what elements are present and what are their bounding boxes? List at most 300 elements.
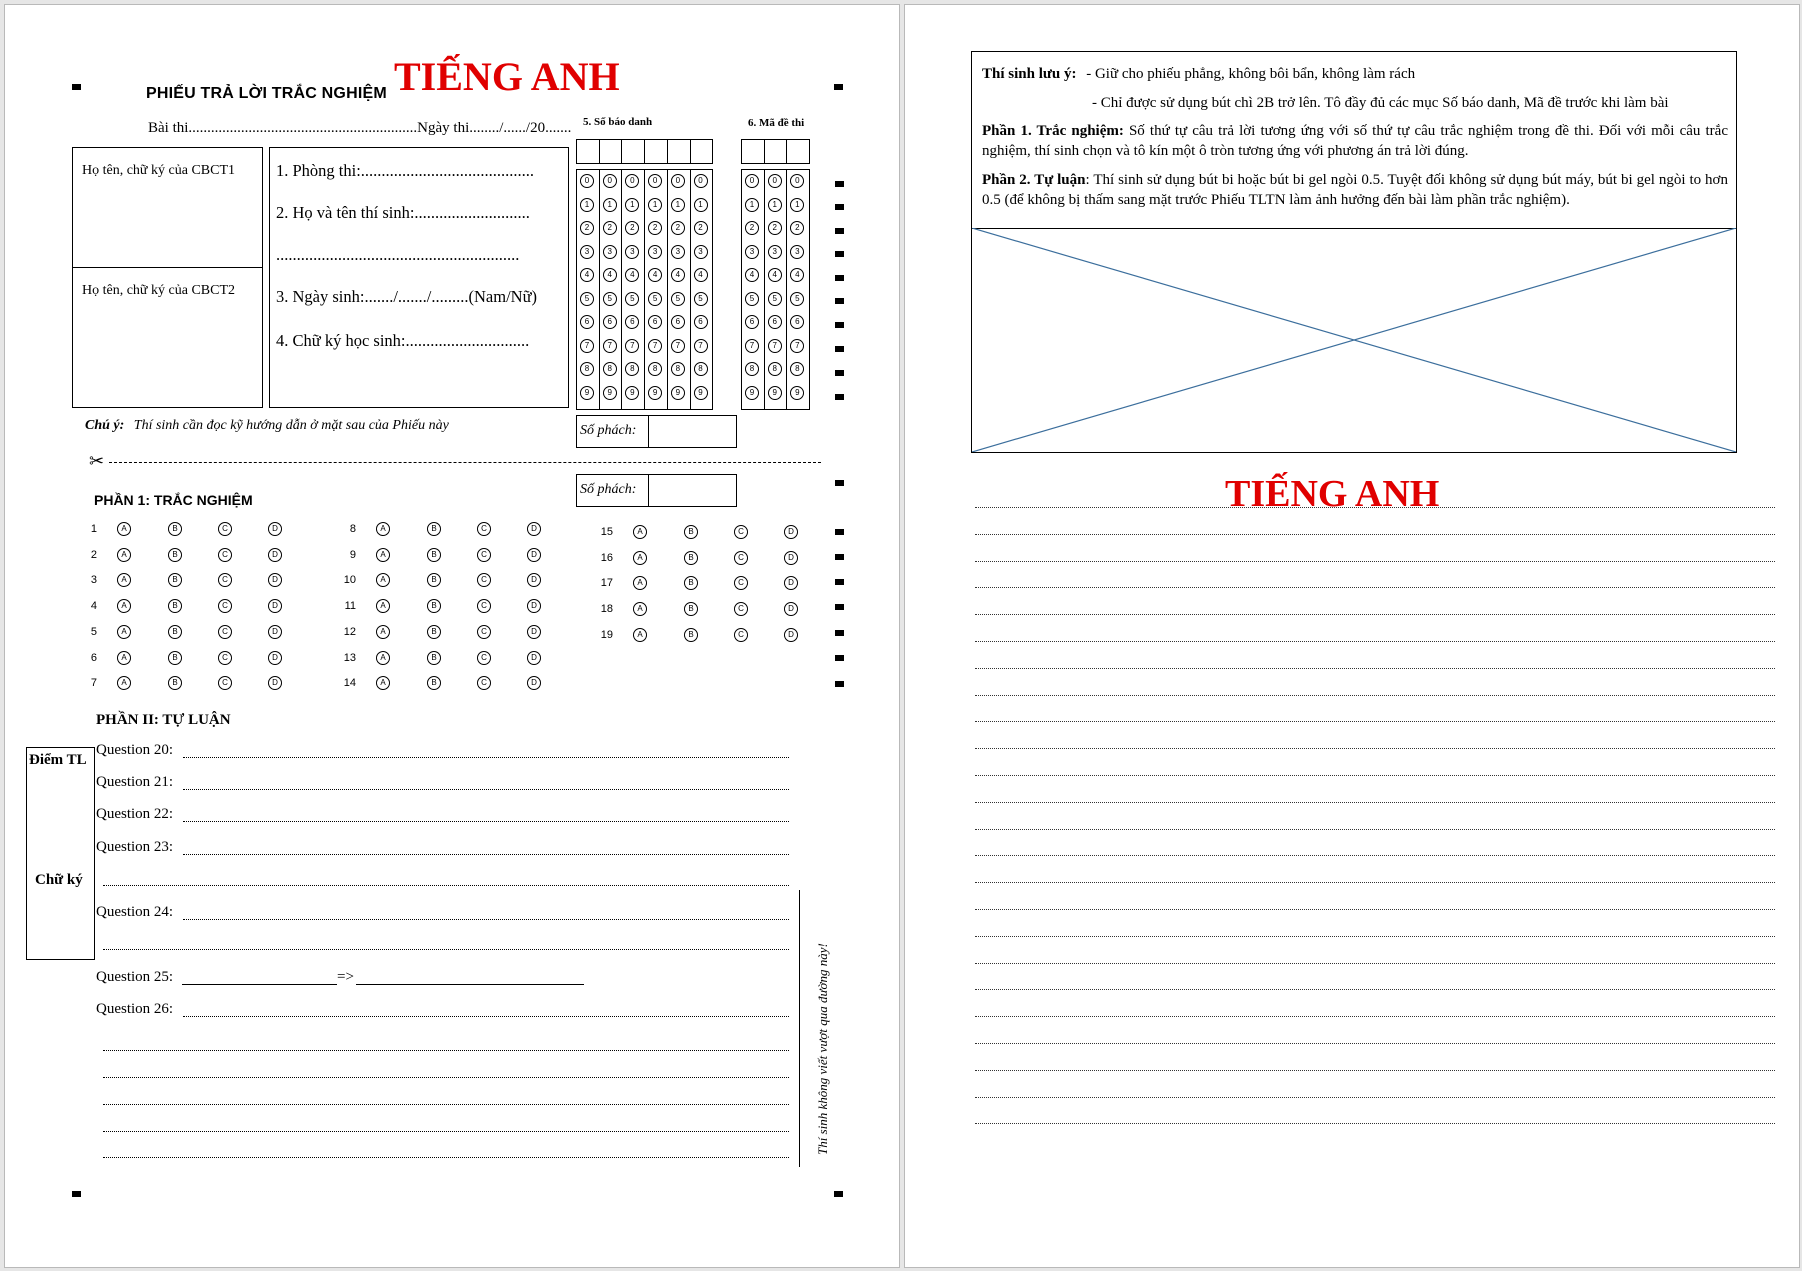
digit-bubble[interactable]: 4: [768, 268, 782, 282]
answer-bubble[interactable]: B: [427, 548, 441, 562]
answer-bubble[interactable]: A: [117, 522, 131, 536]
answer-bubble[interactable]: D: [784, 628, 798, 642]
digit-bubble[interactable]: 8: [671, 362, 685, 376]
digit-bubble[interactable]: 5: [603, 292, 617, 306]
grid-divider: [644, 139, 645, 164]
answer-bubble[interactable]: C: [734, 628, 748, 642]
digit-bubble[interactable]: 0: [625, 174, 639, 188]
digit-bubble[interactable]: 3: [694, 245, 708, 259]
digit-bubble[interactable]: 1: [768, 198, 782, 212]
digit-bubble[interactable]: 5: [580, 292, 594, 306]
writing-line[interactable]: [975, 1070, 1775, 1071]
writing-line[interactable]: [975, 1123, 1775, 1124]
answer-bubble[interactable]: D: [268, 522, 282, 536]
digit-bubble[interactable]: 6: [648, 315, 662, 329]
grid-divider: [764, 139, 765, 164]
exam-room-field[interactable]: 1. Phòng thi:..........................................: [276, 161, 535, 180]
answer-bubble[interactable]: D: [268, 573, 282, 587]
arrow-label: =>: [337, 969, 354, 985]
timing-mark: [835, 298, 844, 304]
digit-bubble[interactable]: 4: [603, 268, 617, 282]
writing-line[interactable]: [975, 641, 1775, 642]
answer-bubble[interactable]: B: [684, 628, 698, 642]
subject-title-back: TIẾNG ANH: [1225, 473, 1440, 515]
question-number: 6: [90, 651, 97, 664]
answer-bubble[interactable]: D: [527, 522, 541, 536]
digit-bubble[interactable]: 3: [603, 245, 617, 259]
question-number: 10: [343, 574, 356, 587]
student-name-field-cont[interactable]: ...........................................................: [276, 245, 520, 264]
digit-bubble[interactable]: 9: [603, 386, 617, 400]
score-label: Điểm TL: [29, 752, 87, 768]
grid-divider: [786, 169, 787, 410]
instructions-box: [971, 51, 1737, 453]
answer-line[interactable]: [103, 1050, 789, 1051]
digit-bubble[interactable]: 0: [648, 174, 662, 188]
timing-mark: [835, 181, 844, 187]
question-label: Question 26:: [96, 1001, 174, 1017]
digit-bubble[interactable]: 5: [648, 292, 662, 306]
answer-bubble[interactable]: D: [527, 599, 541, 613]
digit-bubble[interactable]: 1: [671, 198, 685, 212]
grid-divider: [690, 139, 691, 164]
digit-bubble[interactable]: 1: [580, 198, 594, 212]
digit-bubble[interactable]: 7: [790, 339, 804, 353]
vertical-warning: Thí sinh không viết vượt qua đường này!: [815, 943, 830, 1155]
sbd-title: 5. Số báo danh: [583, 116, 653, 128]
timing-mark: [835, 681, 844, 687]
answer-line[interactable]: [183, 757, 789, 758]
answer-bubble[interactable]: B: [168, 548, 182, 562]
digit-bubble[interactable]: 6: [580, 315, 594, 329]
answer-bubble[interactable]: A: [117, 625, 131, 639]
writing-line[interactable]: [975, 802, 1775, 803]
writing-line[interactable]: [975, 855, 1775, 856]
digit-bubble[interactable]: 8: [745, 362, 759, 376]
cbct2-label: Họ tên, chữ ký của CBCT2: [82, 283, 236, 298]
writing-line[interactable]: [975, 507, 1775, 508]
answer-line[interactable]: [183, 789, 789, 790]
digit-bubble[interactable]: 0: [745, 174, 759, 188]
digit-bubble[interactable]: 9: [768, 386, 782, 400]
answer-bubble[interactable]: C: [477, 573, 491, 587]
so-phach-label: Số phách:: [580, 423, 637, 438]
digit-bubble[interactable]: 9: [580, 386, 594, 400]
timing-mark: [835, 204, 844, 210]
answer-line[interactable]: [103, 1131, 789, 1132]
answer-line[interactable]: [183, 854, 789, 855]
digit-bubble[interactable]: 2: [625, 221, 639, 235]
grid-divider: [644, 169, 645, 410]
digit-bubble[interactable]: 3: [790, 245, 804, 259]
question-number: 9: [349, 548, 356, 561]
timing-mark: [835, 275, 844, 281]
digit-bubble[interactable]: 5: [694, 292, 708, 306]
answer-bubble[interactable]: B: [427, 676, 441, 690]
answer-bubble[interactable]: C: [218, 548, 232, 562]
digit-bubble[interactable]: 0: [603, 174, 617, 188]
writing-line[interactable]: [975, 668, 1775, 669]
writing-line[interactable]: [975, 534, 1775, 535]
answer-bubble[interactable]: D: [268, 599, 282, 613]
writing-line[interactable]: [975, 587, 1775, 588]
digit-bubble[interactable]: 0: [580, 174, 594, 188]
writing-line[interactable]: [975, 1043, 1775, 1044]
question-label: Question 20:: [96, 742, 174, 758]
question-number: 5: [90, 625, 97, 638]
digit-bubble[interactable]: 4: [625, 268, 639, 282]
writing-line[interactable]: [975, 936, 1775, 937]
timing-mark: [834, 84, 843, 90]
answer-bubble[interactable]: C: [218, 676, 232, 690]
digit-bubble[interactable]: 7: [648, 339, 662, 353]
answer-bubble[interactable]: D: [527, 676, 541, 690]
answer-bubble[interactable]: C: [218, 651, 232, 665]
grid-divider: [764, 169, 765, 410]
subject-title: TIẾNG ANH: [394, 54, 620, 99]
answer-bubble[interactable]: C: [218, 522, 232, 536]
answer-bubble[interactable]: B: [427, 599, 441, 613]
digit-bubble[interactable]: 5: [768, 292, 782, 306]
question-label: Question 25:: [96, 969, 174, 985]
answer-bubble[interactable]: D: [268, 651, 282, 665]
answer-bubble[interactable]: B: [684, 602, 698, 616]
scissors-icon: ✂: [89, 451, 105, 471]
so-phach-label: Số phách:: [580, 482, 637, 497]
timing-mark: [835, 554, 844, 560]
part1-instr-label: Phần 1. Trắc nghiệm:: [982, 123, 1124, 139]
answer-bubble[interactable]: A: [633, 628, 647, 642]
digit-bubble[interactable]: 2: [671, 221, 685, 235]
part2-instr-label: Phần 2. Tự luận: [982, 172, 1086, 188]
answer-bubble[interactable]: C: [477, 625, 491, 639]
answer-bubble[interactable]: A: [376, 522, 390, 536]
answer-bubble[interactable]: A: [633, 551, 647, 565]
digit-bubble[interactable]: 2: [768, 221, 782, 235]
question-number: 13: [343, 651, 356, 664]
answer-bubble[interactable]: C: [218, 599, 232, 613]
answer-bubble[interactable]: A: [376, 625, 390, 639]
digit-bubble[interactable]: 1: [603, 198, 617, 212]
answer-line[interactable]: [103, 949, 789, 950]
question-number: 2: [90, 548, 97, 561]
timing-mark: [834, 1191, 843, 1197]
timing-mark: [835, 322, 844, 328]
answer-bubble[interactable]: B: [168, 599, 182, 613]
digit-bubble[interactable]: 2: [580, 221, 594, 235]
digit-bubble[interactable]: 7: [768, 339, 782, 353]
answer-bubble[interactable]: A: [376, 599, 390, 613]
grid-divider: [599, 139, 600, 164]
answer-line[interactable]: [356, 984, 584, 985]
writing-line[interactable]: [975, 963, 1775, 964]
answer-bubble[interactable]: C: [734, 602, 748, 616]
digit-bubble[interactable]: 8: [790, 362, 804, 376]
digit-bubble[interactable]: 7: [745, 339, 759, 353]
answer-line[interactable]: [103, 1157, 789, 1158]
answer-bubble[interactable]: C: [734, 551, 748, 565]
writing-line[interactable]: [975, 829, 1775, 830]
answer-bubble[interactable]: A: [117, 548, 131, 562]
student-info-box: [269, 147, 569, 408]
digit-bubble[interactable]: 5: [625, 292, 639, 306]
digit-bubble[interactable]: 3: [580, 245, 594, 259]
note-text: Thí sinh cần đọc kỹ hướng dẫn ở mặt sau của Phiếu này: [133, 418, 449, 433]
writing-line[interactable]: [975, 561, 1775, 562]
digit-bubble[interactable]: 4: [745, 268, 759, 282]
grid-divider: [690, 169, 691, 410]
instruction-2: - Chỉ được sử dụng bút chì 2B trở lên. Tô đầy đủ các mục Số báo danh, Mã đề trước khi làm bài: [1092, 95, 1669, 111]
digit-bubble[interactable]: 7: [603, 339, 617, 353]
note-label: Chú ý:: [85, 418, 125, 433]
digit-bubble[interactable]: 9: [790, 386, 804, 400]
answer-bubble[interactable]: B: [168, 676, 182, 690]
answer-bubble[interactable]: A: [633, 525, 647, 539]
digit-bubble[interactable]: 1: [745, 198, 759, 212]
writing-line[interactable]: [975, 695, 1775, 696]
digit-bubble[interactable]: 2: [745, 221, 759, 235]
writing-line[interactable]: [975, 721, 1775, 722]
grid-divider: [667, 139, 668, 164]
answer-bubble[interactable]: C: [477, 548, 491, 562]
digit-bubble[interactable]: 8: [768, 362, 782, 376]
form-title: PHIẾU TRẢ LỜI TRẮC NGHIỆM: [146, 85, 387, 102]
answer-sheet-front: [4, 4, 900, 1268]
answer-bubble[interactable]: D: [784, 576, 798, 590]
answer-bubble[interactable]: A: [117, 676, 131, 690]
digit-bubble[interactable]: 4: [694, 268, 708, 282]
answer-sheet-back: [904, 4, 1800, 1268]
digit-bubble[interactable]: 7: [625, 339, 639, 353]
answer-bubble[interactable]: A: [376, 573, 390, 587]
answer-bubble[interactable]: B: [427, 573, 441, 587]
digit-bubble[interactable]: 3: [625, 245, 639, 259]
part1-instr-text: Số thứ tự câu trả lời tương ứng với số thứ tự câu trắc nghiệm trong đề thi. Đối với mỗi câu trắc nghiệm, thí sinh chọn và tô kín một ô tròn tương ứng với phương án trả lời đúng.: [982, 123, 1728, 159]
grid-divider: [667, 169, 668, 410]
grid-divider: [621, 139, 622, 164]
timing-mark: [835, 630, 844, 636]
digit-bubble[interactable]: 6: [694, 315, 708, 329]
timing-mark: [835, 655, 844, 661]
answer-bubble[interactable]: D: [784, 602, 798, 616]
answer-bubble[interactable]: C: [477, 676, 491, 690]
digit-bubble[interactable]: 7: [580, 339, 594, 353]
answer-line[interactable]: [103, 885, 789, 886]
digit-bubble[interactable]: 8: [648, 362, 662, 376]
question-number: 18: [600, 603, 613, 616]
answer-bubble[interactable]: B: [684, 525, 698, 539]
writing-line[interactable]: [975, 1016, 1775, 1017]
digit-bubble[interactable]: 5: [790, 292, 804, 306]
answer-bubble[interactable]: B: [427, 651, 441, 665]
digit-bubble[interactable]: 3: [745, 245, 759, 259]
question-number: 7: [90, 677, 97, 690]
digit-bubble[interactable]: 6: [603, 315, 617, 329]
digit-bubble[interactable]: 8: [625, 362, 639, 376]
writing-line[interactable]: [975, 989, 1775, 990]
answer-bubble[interactable]: C: [218, 573, 232, 587]
digit-bubble[interactable]: 8: [580, 362, 594, 376]
answer-bubble[interactable]: B: [168, 522, 182, 536]
answer-bubble[interactable]: C: [477, 599, 491, 613]
answer-bubble[interactable]: D: [527, 651, 541, 665]
answer-bubble[interactable]: A: [117, 651, 131, 665]
part2-title: PHẦN II: TỰ LUẬN: [96, 712, 231, 728]
timing-mark: [835, 604, 844, 610]
digit-bubble[interactable]: 6: [790, 315, 804, 329]
answer-bubble[interactable]: D: [268, 676, 282, 690]
digit-entry-row[interactable]: [741, 139, 810, 164]
answer-line[interactable]: [103, 1104, 789, 1105]
digit-bubble[interactable]: 4: [580, 268, 594, 282]
instructions-label: Thí sinh lưu ý:: [982, 66, 1077, 82]
question-number: 12: [343, 625, 356, 638]
answer-line[interactable]: [182, 984, 337, 985]
birthdate-field[interactable]: 3. Ngày sinh:......./......./.........(Nam/Nữ): [276, 287, 538, 306]
timing-mark: [72, 1191, 81, 1197]
instruction-1: - Giữ cho phiếu phẳng, không bôi bẩn, không làm rách: [1086, 66, 1416, 82]
digit-bubble[interactable]: 8: [694, 362, 708, 376]
digit-bubble[interactable]: 1: [694, 198, 708, 212]
so-phach-box-2: [576, 474, 737, 507]
answer-bubble[interactable]: D: [527, 548, 541, 562]
answer-bubble[interactable]: C: [218, 625, 232, 639]
digit-bubble[interactable]: 9: [745, 386, 759, 400]
answer-bubble[interactable]: B: [684, 576, 698, 590]
answer-bubble[interactable]: A: [633, 602, 647, 616]
timing-mark: [835, 346, 844, 352]
answer-bubble[interactable]: A: [376, 676, 390, 690]
answer-bubble[interactable]: D: [268, 548, 282, 562]
digit-bubble[interactable]: 4: [671, 268, 685, 282]
cbct-box: [72, 147, 263, 408]
grid-divider: [621, 169, 622, 410]
answer-bubble[interactable]: B: [168, 625, 182, 639]
answer-bubble[interactable]: A: [117, 599, 131, 613]
digit-bubble[interactable]: 3: [671, 245, 685, 259]
answer-bubble[interactable]: B: [684, 551, 698, 565]
digit-bubble[interactable]: 5: [745, 292, 759, 306]
digit-bubble[interactable]: 6: [625, 315, 639, 329]
question-number: 11: [344, 600, 356, 613]
answer-line[interactable]: [103, 1077, 789, 1078]
answer-line[interactable]: [183, 919, 789, 920]
digit-bubble[interactable]: 1: [648, 198, 662, 212]
answer-bubble[interactable]: D: [784, 525, 798, 539]
student-name-field[interactable]: 2. Họ và tên thí sinh:............................: [276, 203, 530, 222]
answer-bubble[interactable]: B: [427, 625, 441, 639]
question-label: Question 23:: [96, 839, 174, 855]
digit-bubble[interactable]: 9: [625, 386, 639, 400]
digit-bubble[interactable]: 0: [790, 174, 804, 188]
writing-line[interactable]: [975, 748, 1775, 749]
question-number: 14: [343, 677, 356, 690]
question-number: 19: [600, 628, 613, 641]
digit-bubble[interactable]: 6: [768, 315, 782, 329]
timing-mark: [835, 251, 844, 257]
answer-bubble[interactable]: A: [633, 576, 647, 590]
question-number: 3: [90, 574, 97, 587]
digit-bubble[interactable]: 0: [694, 174, 708, 188]
writing-line[interactable]: [975, 614, 1775, 615]
answer-bubble[interactable]: A: [376, 548, 390, 562]
digit-bubble[interactable]: 0: [671, 174, 685, 188]
so-phach-box-1: [576, 415, 737, 448]
digit-bubble[interactable]: 5: [671, 292, 685, 306]
answer-bubble[interactable]: C: [734, 576, 748, 590]
writing-line[interactable]: [975, 775, 1775, 776]
answer-bubble[interactable]: B: [427, 522, 441, 536]
answer-bubble[interactable]: C: [477, 651, 491, 665]
answer-bubble[interactable]: B: [168, 573, 182, 587]
part1-title: PHẦN 1: TRẮC NGHIỆM: [94, 492, 253, 508]
writing-line[interactable]: [975, 909, 1775, 910]
digit-bubble[interactable]: 7: [694, 339, 708, 353]
digit-bubble[interactable]: 8: [603, 362, 617, 376]
digit-bubble[interactable]: 4: [790, 268, 804, 282]
question-number: 4: [90, 600, 97, 613]
digit-bubble[interactable]: 3: [648, 245, 662, 259]
digit-bubble[interactable]: 9: [671, 386, 685, 400]
answer-line[interactable]: [183, 1016, 789, 1017]
digit-bubble[interactable]: 0: [768, 174, 782, 188]
answer-bubble[interactable]: A: [376, 651, 390, 665]
answer-bubble[interactable]: D: [268, 625, 282, 639]
timing-mark: [72, 84, 81, 90]
digit-bubble[interactable]: 9: [694, 386, 708, 400]
digit-bubble[interactable]: 9: [648, 386, 662, 400]
answer-bubble[interactable]: D: [527, 625, 541, 639]
timing-mark: [835, 480, 844, 486]
digit-bubble[interactable]: 2: [603, 221, 617, 235]
digit-bubble[interactable]: 6: [745, 315, 759, 329]
answer-bubble[interactable]: D: [784, 551, 798, 565]
score-box: [26, 747, 95, 960]
answer-bubble[interactable]: C: [477, 522, 491, 536]
digit-bubble[interactable]: 7: [671, 339, 685, 353]
question-number: 8: [349, 523, 356, 535]
timing-mark: [835, 529, 844, 535]
digit-bubble[interactable]: 1: [625, 198, 639, 212]
answer-bubble[interactable]: B: [168, 651, 182, 665]
digit-bubble[interactable]: 6: [671, 315, 685, 329]
answer-line[interactable]: [183, 821, 789, 822]
question-number: 15: [600, 526, 613, 538]
part2-instr-text: : Thí sinh sử dụng bút bi hoặc bút bi gel ngòi 0.5. Tuyệt đối không sử dụng bút máy, bút bi gel ngòi to hơn 0.5 (để không bị thấm sang mặt trước Phiếu TLTN làm ảnh hưởng đến bài làm phần trắc nghiệm).: [982, 172, 1728, 208]
margin-line: [799, 890, 800, 1167]
made-title: 6. Mã đề thi: [748, 117, 805, 129]
digit-bubble[interactable]: 1: [790, 198, 804, 212]
question-label: Question 21:: [96, 774, 174, 790]
writing-line[interactable]: [975, 882, 1775, 883]
grid-divider: [786, 139, 787, 164]
digit-bubble[interactable]: 2: [648, 221, 662, 235]
digit-bubble[interactable]: 4: [648, 268, 662, 282]
question-number: 17: [600, 577, 613, 590]
answer-bubble[interactable]: A: [117, 573, 131, 587]
answer-bubble[interactable]: C: [734, 525, 748, 539]
answer-bubble[interactable]: D: [527, 573, 541, 587]
digit-bubble[interactable]: 3: [768, 245, 782, 259]
digit-bubble[interactable]: 2: [694, 221, 708, 235]
timing-mark: [835, 394, 844, 400]
timing-mark: [835, 370, 844, 376]
timing-mark: [835, 579, 844, 585]
exam-date-line[interactable]: Bài thi.............................................................Ngày thi......../....../20.......: [148, 120, 572, 136]
signature-field[interactable]: 4. Chữ ký học sinh:..............................: [276, 331, 530, 350]
digit-bubble[interactable]: 2: [790, 221, 804, 235]
writing-line[interactable]: [975, 1097, 1775, 1098]
